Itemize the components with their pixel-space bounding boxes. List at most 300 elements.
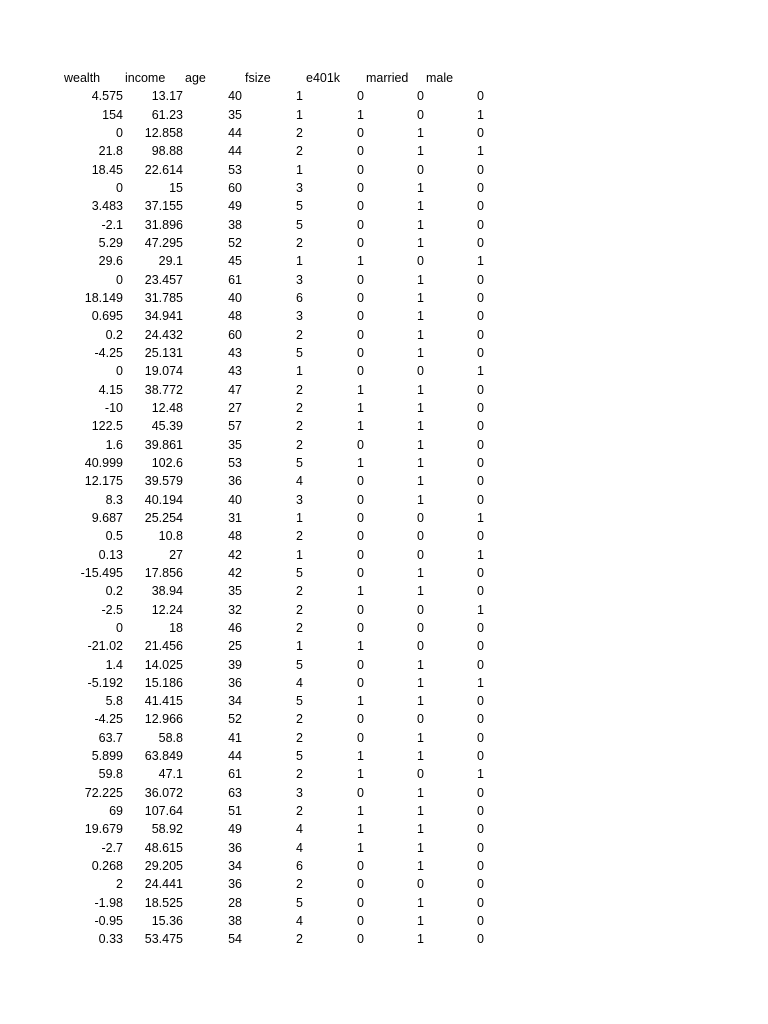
cell-male: 0 (477, 272, 484, 287)
cell-e401k: 1 (357, 804, 364, 819)
cell-e401k: 0 (357, 309, 364, 324)
cell-income: 17.856 (144, 565, 183, 580)
cell-wealth: 5.8 (105, 694, 123, 709)
cell-income: 10.8 (158, 529, 183, 544)
cell-wealth: 5.29 (98, 235, 123, 250)
cell-wealth: 72.225 (84, 785, 123, 800)
table-row (0, 106, 768, 124)
cell-male: 0 (477, 89, 484, 104)
cell-married: 1 (417, 217, 424, 232)
cell-e401k: 0 (357, 89, 364, 104)
cell-fsize: 5 (296, 199, 303, 214)
table-row (0, 454, 768, 472)
cell-male: 0 (477, 730, 484, 745)
cell-fsize: 3 (296, 272, 303, 287)
cell-income: 58.8 (158, 730, 183, 745)
cell-fsize: 2 (296, 235, 303, 250)
cell-fsize: 5 (296, 657, 303, 672)
cell-income: 53.475 (144, 932, 183, 947)
cell-married: 1 (417, 584, 424, 599)
table-row (0, 381, 768, 399)
cell-e401k: 1 (357, 382, 364, 397)
cell-age: 53 (228, 455, 242, 470)
cell-e401k: 0 (357, 199, 364, 214)
cell-male: 0 (477, 712, 484, 727)
cell-income: 13.17 (151, 89, 183, 104)
cell-wealth: 0.2 (105, 327, 123, 342)
cell-age: 42 (228, 565, 242, 580)
table-row (0, 326, 768, 344)
cell-married: 1 (417, 895, 424, 910)
cell-wealth: 19.679 (84, 822, 123, 837)
cell-income: 41.415 (144, 694, 183, 709)
cell-e401k: 0 (357, 364, 364, 379)
cell-fsize: 1 (296, 89, 303, 104)
cell-age: 35 (228, 437, 242, 452)
cell-age: 60 (228, 327, 242, 342)
cell-fsize: 1 (296, 639, 303, 654)
table-row (0, 362, 768, 380)
cell-income: 31.785 (144, 290, 183, 305)
cell-wealth: 12.175 (84, 474, 123, 489)
cell-fsize: 1 (296, 510, 303, 525)
cell-income: 19.074 (144, 364, 183, 379)
cell-male: 1 (477, 675, 484, 690)
cell-e401k: 1 (357, 419, 364, 434)
table-row (0, 894, 768, 912)
cell-age: 52 (228, 712, 242, 727)
table-row (0, 729, 768, 747)
table-row (0, 802, 768, 820)
cell-married: 1 (417, 400, 424, 415)
cell-age: 40 (228, 89, 242, 104)
cell-male: 0 (477, 180, 484, 195)
cell-e401k: 1 (357, 254, 364, 269)
cell-e401k: 0 (357, 730, 364, 745)
cell-e401k: 1 (357, 455, 364, 470)
cell-married: 1 (417, 694, 424, 709)
cell-married: 0 (417, 510, 424, 525)
cell-male: 0 (477, 327, 484, 342)
cell-wealth: 0 (116, 125, 123, 140)
cell-age: 47 (228, 382, 242, 397)
table-row (0, 912, 768, 930)
cell-fsize: 4 (296, 914, 303, 929)
cell-married: 1 (417, 804, 424, 819)
table-row (0, 216, 768, 234)
cell-age: 25 (228, 639, 242, 654)
cell-wealth: -4.25 (94, 345, 123, 360)
cell-wealth: 5.899 (91, 749, 123, 764)
table-row (0, 252, 768, 270)
cell-age: 54 (228, 932, 242, 947)
cell-fsize: 2 (296, 602, 303, 617)
cell-e401k: 1 (357, 694, 364, 709)
cell-wealth: 154 (102, 107, 123, 122)
table-row (0, 637, 768, 655)
cell-e401k: 0 (357, 657, 364, 672)
cell-e401k: 0 (357, 602, 364, 617)
cell-age: 49 (228, 822, 242, 837)
cell-income: 61.23 (151, 107, 183, 122)
cell-married: 0 (417, 620, 424, 635)
table-row (0, 674, 768, 692)
cell-income: 45.39 (151, 419, 183, 434)
cell-married: 1 (417, 290, 424, 305)
cell-fsize: 2 (296, 877, 303, 892)
cell-income: 98.88 (151, 144, 183, 159)
cell-fsize: 3 (296, 785, 303, 800)
cell-fsize: 2 (296, 529, 303, 544)
cell-male: 0 (477, 822, 484, 837)
cell-married: 1 (417, 382, 424, 397)
cell-male: 0 (477, 785, 484, 800)
cell-married: 1 (417, 180, 424, 195)
cell-wealth: 0 (116, 364, 123, 379)
cell-wealth: 21.8 (98, 144, 123, 159)
cell-age: 34 (228, 859, 242, 874)
cell-male: 0 (477, 932, 484, 947)
cell-wealth: -15.495 (80, 565, 123, 580)
cell-e401k: 0 (357, 785, 364, 800)
cell-age: 36 (228, 840, 242, 855)
cell-income: 38.772 (144, 382, 183, 397)
cell-age: 60 (228, 180, 242, 195)
cell-fsize: 6 (296, 290, 303, 305)
cell-male: 0 (477, 620, 484, 635)
cell-married: 0 (417, 254, 424, 269)
cell-age: 39 (228, 657, 242, 672)
cell-fsize: 5 (296, 217, 303, 232)
cell-e401k: 1 (357, 840, 364, 855)
cell-male: 0 (477, 565, 484, 580)
cell-married: 0 (417, 639, 424, 654)
cell-age: 40 (228, 492, 242, 507)
table-row (0, 546, 768, 564)
cell-male: 0 (477, 419, 484, 434)
cell-wealth: 0.2 (105, 584, 123, 599)
cell-income: 12.858 (144, 125, 183, 140)
cell-income: 25.131 (144, 345, 183, 360)
cell-age: 31 (228, 510, 242, 525)
cell-wealth: 18.149 (84, 290, 123, 305)
table-row (0, 875, 768, 893)
column-header-income: income (125, 71, 166, 85)
cell-male: 0 (477, 199, 484, 214)
cell-married: 1 (417, 437, 424, 452)
cell-wealth: 0.695 (91, 309, 123, 324)
cell-e401k: 1 (357, 400, 364, 415)
cell-e401k: 1 (357, 639, 364, 654)
cell-male: 0 (477, 455, 484, 470)
cell-wealth: -2.5 (101, 602, 123, 617)
cell-income: 27 (169, 547, 183, 562)
data-table (0, 69, 768, 949)
cell-income: 63.849 (144, 749, 183, 764)
cell-married: 1 (417, 822, 424, 837)
cell-age: 40 (228, 290, 242, 305)
cell-married: 0 (417, 162, 424, 177)
cell-wealth: 122.5 (91, 419, 123, 434)
cell-fsize: 4 (296, 822, 303, 837)
cell-income: 22.614 (144, 162, 183, 177)
cell-age: 27 (228, 400, 242, 415)
cell-wealth: -5.192 (87, 675, 123, 690)
cell-age: 44 (228, 125, 242, 140)
cell-fsize: 2 (296, 584, 303, 599)
table-row (0, 87, 768, 105)
cell-wealth: 8.3 (105, 492, 123, 507)
cell-age: 49 (228, 199, 242, 214)
cell-wealth: -2.1 (101, 217, 123, 232)
cell-married: 1 (417, 730, 424, 745)
cell-fsize: 1 (296, 162, 303, 177)
table-row (0, 710, 768, 728)
cell-income: 12.48 (151, 400, 183, 415)
cell-wealth: 4.575 (91, 89, 123, 104)
table-row (0, 564, 768, 582)
table-row (0, 271, 768, 289)
cell-income: 48.615 (144, 840, 183, 855)
cell-male: 1 (477, 602, 484, 617)
cell-age: 36 (228, 877, 242, 892)
cell-age: 52 (228, 235, 242, 250)
cell-age: 45 (228, 254, 242, 269)
cell-male: 0 (477, 437, 484, 452)
cell-fsize: 2 (296, 400, 303, 415)
cell-wealth: 18.45 (91, 162, 123, 177)
cell-married: 1 (417, 235, 424, 250)
cell-fsize: 2 (296, 419, 303, 434)
cell-male: 0 (477, 877, 484, 892)
cell-married: 1 (417, 455, 424, 470)
cell-male: 0 (477, 235, 484, 250)
cell-wealth: 0 (116, 272, 123, 287)
cell-wealth: -1.98 (94, 895, 123, 910)
cell-wealth: 40.999 (84, 455, 123, 470)
cell-age: 61 (228, 767, 242, 782)
table-row (0, 234, 768, 252)
cell-e401k: 0 (357, 235, 364, 250)
cell-income: 107.64 (144, 804, 183, 819)
cell-married: 1 (417, 840, 424, 855)
cell-fsize: 4 (296, 840, 303, 855)
cell-married: 1 (417, 419, 424, 434)
table-row (0, 656, 768, 674)
cell-fsize: 3 (296, 492, 303, 507)
cell-fsize: 3 (296, 309, 303, 324)
cell-e401k: 0 (357, 529, 364, 544)
cell-income: 18.525 (144, 895, 183, 910)
cell-age: 53 (228, 162, 242, 177)
cell-income: 36.072 (144, 785, 183, 800)
cell-fsize: 4 (296, 675, 303, 690)
cell-income: 37.155 (144, 199, 183, 214)
cell-age: 32 (228, 602, 242, 617)
cell-fsize: 2 (296, 327, 303, 342)
cell-wealth: 4.15 (98, 382, 123, 397)
table-row (0, 692, 768, 710)
cell-wealth: 69 (109, 804, 123, 819)
cell-fsize: 2 (296, 712, 303, 727)
table-row (0, 820, 768, 838)
cell-age: 42 (228, 547, 242, 562)
cell-wealth: 2 (116, 877, 123, 892)
cell-income: 21.456 (144, 639, 183, 654)
cell-fsize: 2 (296, 804, 303, 819)
table-row (0, 857, 768, 875)
cell-e401k: 0 (357, 217, 364, 232)
cell-age: 43 (228, 345, 242, 360)
cell-fsize: 2 (296, 730, 303, 745)
table-body (0, 87, 768, 948)
cell-wealth: 0 (116, 180, 123, 195)
table-row (0, 399, 768, 417)
cell-male: 1 (477, 364, 484, 379)
column-header-age: age (185, 71, 206, 85)
cell-age: 41 (228, 730, 242, 745)
cell-wealth: 0 (116, 620, 123, 635)
cell-income: 14.025 (144, 657, 183, 672)
cell-male: 0 (477, 657, 484, 672)
header-row (0, 69, 768, 87)
cell-e401k: 0 (357, 565, 364, 580)
cell-fsize: 5 (296, 565, 303, 580)
cell-e401k: 0 (357, 345, 364, 360)
cell-e401k: 0 (357, 327, 364, 342)
cell-male: 0 (477, 162, 484, 177)
cell-e401k: 0 (357, 877, 364, 892)
table-row (0, 509, 768, 527)
cell-wealth: 0.13 (98, 547, 123, 562)
table-row (0, 436, 768, 454)
cell-fsize: 5 (296, 895, 303, 910)
cell-e401k: 0 (357, 492, 364, 507)
cell-income: 47.1 (158, 767, 183, 782)
cell-wealth: -2.7 (101, 840, 123, 855)
cell-income: 40.194 (144, 492, 183, 507)
table-row (0, 619, 768, 637)
table-row (0, 344, 768, 362)
cell-married: 0 (417, 529, 424, 544)
cell-e401k: 0 (357, 144, 364, 159)
cell-fsize: 2 (296, 144, 303, 159)
cell-fsize: 2 (296, 932, 303, 947)
cell-married: 0 (417, 712, 424, 727)
cell-e401k: 0 (357, 272, 364, 287)
cell-male: 0 (477, 474, 484, 489)
cell-age: 36 (228, 675, 242, 690)
cell-wealth: 0.5 (105, 529, 123, 544)
cell-married: 1 (417, 859, 424, 874)
cell-male: 1 (477, 547, 484, 562)
cell-income: 18 (169, 620, 183, 635)
cell-male: 0 (477, 804, 484, 819)
table-row (0, 417, 768, 435)
cell-married: 1 (417, 932, 424, 947)
cell-wealth: -4.25 (94, 712, 123, 727)
cell-fsize: 3 (296, 180, 303, 195)
cell-male: 0 (477, 345, 484, 360)
cell-male: 0 (477, 840, 484, 855)
table-row (0, 197, 768, 215)
cell-male: 0 (477, 914, 484, 929)
cell-age: 46 (228, 620, 242, 635)
cell-income: 47.295 (144, 235, 183, 250)
cell-male: 1 (477, 144, 484, 159)
cell-fsize: 5 (296, 749, 303, 764)
cell-income: 25.254 (144, 510, 183, 525)
table-row (0, 472, 768, 490)
cell-wealth: 0.33 (98, 932, 123, 947)
cell-male: 0 (477, 290, 484, 305)
cell-fsize: 2 (296, 437, 303, 452)
cell-age: 44 (228, 749, 242, 764)
cell-wealth: -0.95 (94, 914, 123, 929)
cell-fsize: 5 (296, 345, 303, 360)
cell-income: 24.441 (144, 877, 183, 892)
cell-married: 1 (417, 914, 424, 929)
cell-e401k: 1 (357, 767, 364, 782)
cell-e401k: 0 (357, 474, 364, 489)
cell-male: 1 (477, 107, 484, 122)
cell-male: 0 (477, 584, 484, 599)
cell-married: 0 (417, 547, 424, 562)
cell-male: 0 (477, 400, 484, 415)
cell-wealth: 59.8 (98, 767, 123, 782)
cell-fsize: 1 (296, 254, 303, 269)
cell-male: 0 (477, 125, 484, 140)
cell-age: 35 (228, 107, 242, 122)
table-row (0, 179, 768, 197)
cell-income: 15.36 (151, 914, 183, 929)
cell-age: 44 (228, 144, 242, 159)
column-header-married: married (366, 71, 409, 85)
cell-wealth: 63.7 (98, 730, 123, 745)
cell-wealth: 3.483 (91, 199, 123, 214)
cell-e401k: 0 (357, 125, 364, 140)
cell-income: 23.457 (144, 272, 183, 287)
cell-male: 1 (477, 510, 484, 525)
cell-e401k: 0 (357, 859, 364, 874)
cell-age: 48 (228, 529, 242, 544)
cell-male: 0 (477, 382, 484, 397)
cell-e401k: 0 (357, 547, 364, 562)
cell-e401k: 0 (357, 932, 364, 947)
cell-male: 0 (477, 859, 484, 874)
cell-fsize: 2 (296, 125, 303, 140)
cell-fsize: 6 (296, 859, 303, 874)
cell-income: 102.6 (151, 455, 183, 470)
cell-married: 1 (417, 565, 424, 580)
cell-income: 39.861 (144, 437, 183, 452)
table-row (0, 124, 768, 142)
table-row (0, 582, 768, 600)
cell-income: 58.92 (151, 822, 183, 837)
cell-e401k: 1 (357, 749, 364, 764)
cell-fsize: 1 (296, 107, 303, 122)
table-row (0, 930, 768, 948)
cell-male: 0 (477, 694, 484, 709)
cell-married: 0 (417, 877, 424, 892)
cell-married: 1 (417, 749, 424, 764)
cell-married: 1 (417, 492, 424, 507)
cell-married: 1 (417, 309, 424, 324)
cell-e401k: 0 (357, 510, 364, 525)
cell-married: 1 (417, 144, 424, 159)
cell-e401k: 0 (357, 895, 364, 910)
cell-age: 35 (228, 584, 242, 599)
